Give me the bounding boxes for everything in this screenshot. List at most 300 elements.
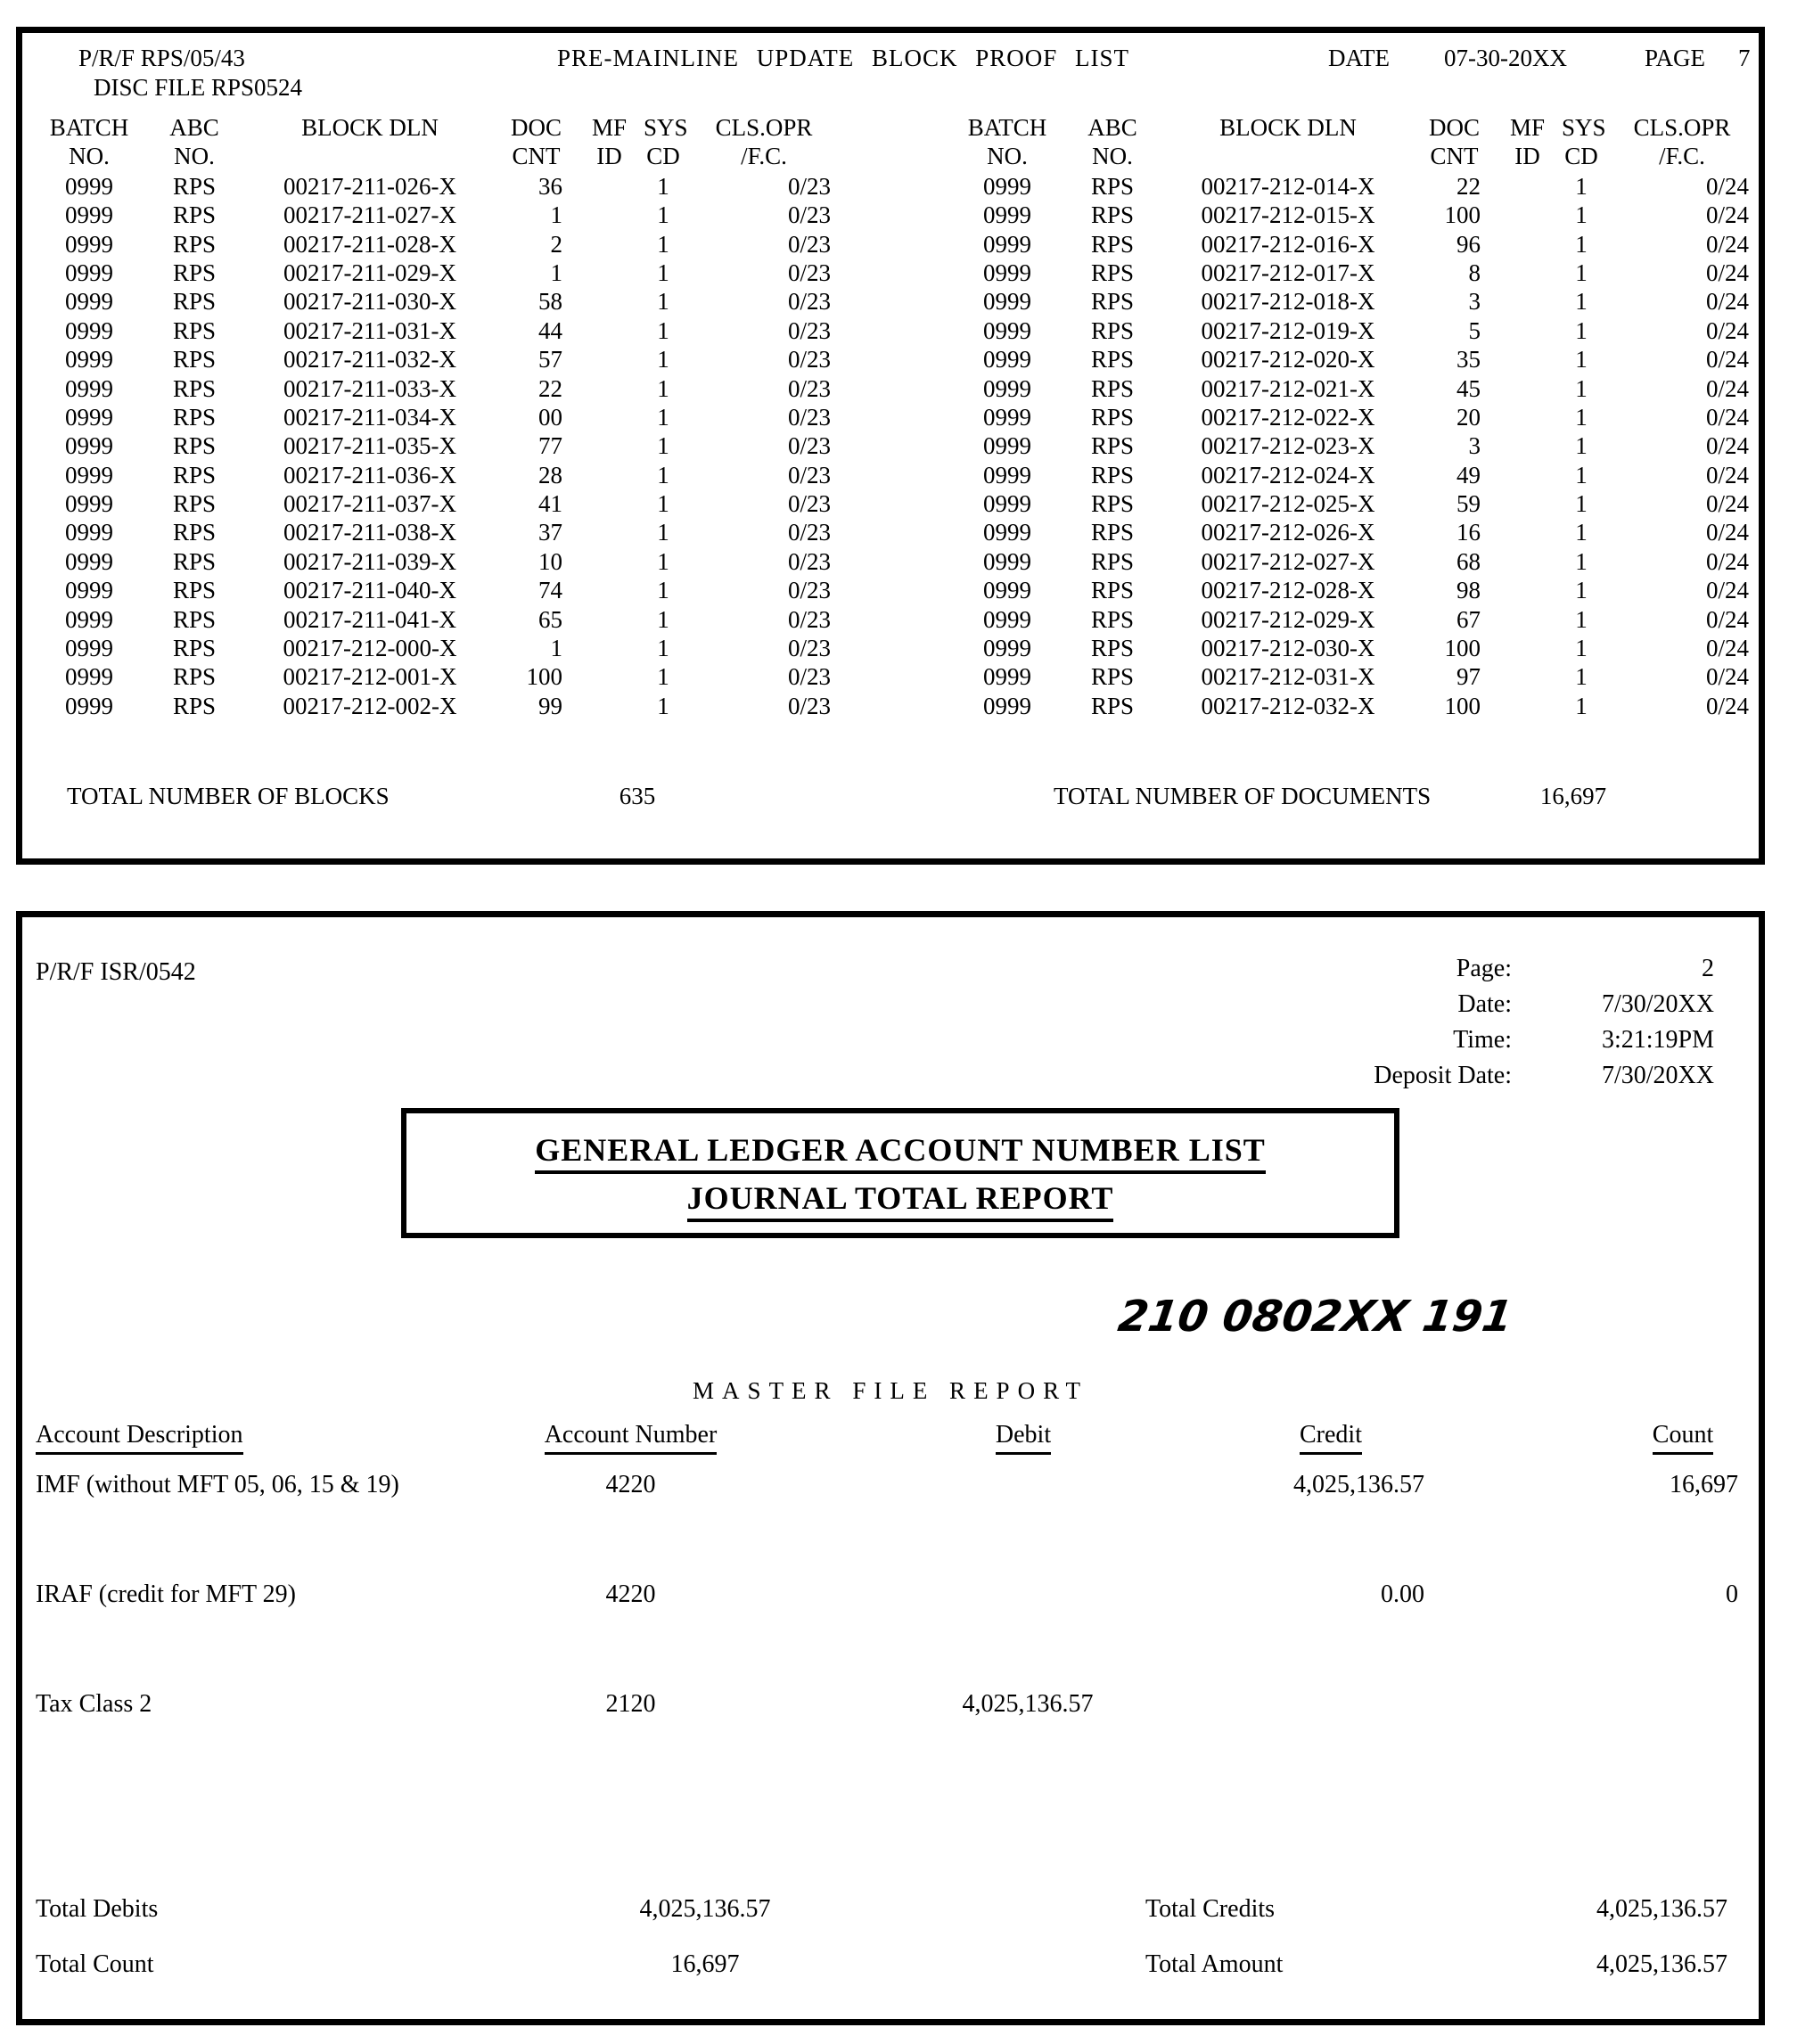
- page-value: 7: [1738, 45, 1751, 71]
- total-credits-value: 4,025,136.57: [1596, 1895, 1727, 1923]
- table-cell: RPS: [172, 201, 217, 229]
- table-cell: 00217-212-028-X: [1201, 577, 1375, 604]
- table-cell: 1: [1575, 605, 1588, 633]
- time-value: 3:21:19PM: [1601, 1026, 1714, 1054]
- table-cell: RPS: [172, 490, 217, 518]
- table-cell: 0/23: [787, 346, 831, 374]
- table-cell: [1493, 431, 1562, 460]
- table-cell: 0999: [983, 519, 1031, 546]
- table-cell: 00217-212-029-X: [1201, 605, 1375, 633]
- total-documents-value: 16,697: [1539, 783, 1607, 809]
- table-cell: 0999: [65, 230, 113, 258]
- table-cell: 8: [1468, 259, 1481, 286]
- table-cell: 0/23: [787, 432, 831, 460]
- table-cell: 0999: [65, 201, 113, 229]
- table-cell: 00217-211-033-X: [283, 374, 456, 402]
- table-cell: 00217-211-036-X: [283, 461, 456, 488]
- table-cell: 0999: [65, 259, 113, 286]
- table-cell: 1: [550, 635, 562, 662]
- table-cell: 28: [538, 461, 562, 488]
- table-cell: 1: [657, 490, 669, 518]
- date-label: DATE: [1328, 45, 1390, 71]
- disc-file: DISC FILE RPS0524: [94, 74, 303, 101]
- table-cell: RPS: [1090, 230, 1135, 258]
- table-cell: 22: [538, 374, 562, 402]
- table-cell: 0/23: [787, 201, 831, 229]
- table-cell: 0/24: [1705, 577, 1749, 604]
- table-cell: 96: [1456, 230, 1481, 258]
- table-cell: 0/23: [787, 577, 831, 604]
- table-cell: [575, 259, 644, 287]
- table-cell: 0/23: [787, 316, 831, 344]
- col-header-debit: Debit: [961, 1421, 1086, 1455]
- table-cell: 0999: [65, 577, 113, 604]
- block-proof-table-right: [950, 114, 1763, 720]
- table-cell: 1: [657, 230, 669, 258]
- table-cell: 1: [1575, 432, 1588, 460]
- page-label: Page:: [1456, 955, 1512, 982]
- table-cell: [575, 489, 644, 518]
- table-cell: 0999: [983, 490, 1031, 518]
- table-cell: RPS: [1090, 692, 1135, 719]
- column-header: NO.: [1092, 143, 1133, 170]
- table-cell: RPS: [172, 172, 217, 200]
- page-label: PAGE: [1645, 45, 1706, 71]
- table-cell: 00217-211-027-X: [283, 201, 456, 229]
- table-cell: [1493, 662, 1562, 691]
- table-cell: 1: [657, 316, 669, 344]
- table-cell: [575, 605, 644, 634]
- table-cell: 0999: [983, 403, 1031, 431]
- section-title: MASTER FILE REPORT: [693, 1377, 1088, 1404]
- table-cell: 00217-212-021-X: [1201, 374, 1375, 402]
- table-cell: 00217-212-015-X: [1201, 201, 1375, 229]
- table-cell: [1493, 605, 1562, 634]
- column-header: NO.: [174, 143, 215, 170]
- table-cell: [575, 374, 644, 403]
- table-cell: 0999: [983, 692, 1031, 719]
- table-cell: 0999: [65, 663, 113, 691]
- table-cell: RPS: [172, 605, 217, 633]
- table-cell: 0999: [983, 201, 1031, 229]
- journal-total-report: [16, 911, 1765, 2025]
- table-cell: 0/24: [1705, 519, 1749, 546]
- table-cell: RPS: [1090, 288, 1135, 316]
- column-header: DOC: [1428, 114, 1480, 141]
- report-id: P/R/F ISR/0542: [36, 958, 196, 986]
- table-cell: 00217-211-040-X: [283, 577, 456, 604]
- table-cell: 0/24: [1705, 663, 1749, 691]
- table-cell: 0/24: [1705, 403, 1749, 431]
- table-cell: RPS: [172, 547, 217, 575]
- table-cell: [575, 287, 644, 316]
- table-cell: [575, 692, 644, 720]
- table-cell: 00217-211-031-X: [283, 316, 456, 344]
- column-header: ID: [596, 143, 622, 170]
- table-cell: [1493, 461, 1562, 489]
- deposit-date-label: Deposit Date:: [1374, 1062, 1512, 1089]
- table-cell: 0/23: [787, 374, 831, 402]
- table-cell: 00217-211-038-X: [283, 519, 456, 546]
- table-cell: 0999: [65, 519, 113, 546]
- table-cell: 3: [1468, 432, 1481, 460]
- table-cell: 00217-212-017-X: [1201, 259, 1375, 286]
- column-header: [242, 143, 497, 174]
- column-header: SYS: [1562, 114, 1606, 141]
- table-cell: 0/23: [787, 663, 831, 691]
- table-cell: 22: [1456, 172, 1481, 200]
- column-header: BLOCK DLN: [1219, 114, 1357, 141]
- table-cell: 0/23: [787, 490, 831, 518]
- table-cell: 0/24: [1705, 635, 1749, 662]
- table-cell: [1493, 259, 1562, 287]
- table-cell: 00217-212-018-X: [1201, 288, 1375, 316]
- table-cell: 0999: [65, 635, 113, 662]
- table-cell: 1: [1575, 259, 1588, 286]
- table-cell: [575, 201, 644, 229]
- total-credits-label: Total Credits: [1145, 1895, 1276, 1923]
- table-cell: 1: [657, 172, 669, 200]
- table-cell: [1493, 230, 1562, 259]
- table-cell: 0999: [983, 432, 1031, 460]
- table-cell: 74: [538, 577, 562, 604]
- table-cell: RPS: [172, 374, 217, 402]
- table-cell: 59: [1456, 490, 1481, 518]
- table-cell: 1: [657, 374, 669, 402]
- col-header-credit: Credit: [1268, 1421, 1393, 1455]
- column-header: CD: [1564, 143, 1598, 170]
- table-cell: 0999: [65, 172, 113, 200]
- column-header: /F.C.: [1659, 143, 1705, 170]
- table-cell: RPS: [172, 663, 217, 691]
- table-cell: 1: [1575, 316, 1588, 344]
- column-header: MF: [1509, 114, 1546, 141]
- table-cell: 00217-211-032-X: [283, 346, 456, 374]
- table-cell: [1493, 547, 1562, 576]
- table-cell: 49: [1456, 461, 1481, 488]
- table-cell: 00217-212-020-X: [1201, 346, 1375, 374]
- table-cell: 1: [1575, 201, 1588, 229]
- credit-value: 4,025,136.57: [1293, 1471, 1424, 1498]
- date-value: 07-30-20XX: [1444, 45, 1567, 71]
- table-cell: RPS: [172, 461, 217, 488]
- table-cell: 1: [1575, 403, 1588, 431]
- table-cell: 00217-212-024-X: [1201, 461, 1375, 488]
- table-cell: 0999: [65, 547, 113, 575]
- table-cell: 0999: [65, 374, 113, 402]
- table-cell: 0/24: [1705, 490, 1749, 518]
- table-cell: [575, 403, 644, 431]
- table-cell: [575, 230, 644, 259]
- table-cell: 1: [1575, 230, 1588, 258]
- table-cell: 00217-211-030-X: [283, 288, 456, 316]
- table-cell: [1493, 576, 1562, 604]
- table-cell: 65: [538, 605, 562, 633]
- report-title-line1: GENERAL LEDGER ACCOUNT NUMBER LIST: [535, 1131, 1266, 1174]
- block-proof-list-report: [16, 27, 1765, 865]
- table-cell: RPS: [1090, 259, 1135, 286]
- column-header: [1161, 143, 1415, 174]
- table-cell: 57: [538, 346, 562, 374]
- table-cell: 0/23: [787, 288, 831, 316]
- table-cell: RPS: [1090, 490, 1135, 518]
- table-cell: 1: [1575, 547, 1588, 575]
- block-proof-table-left: [32, 114, 845, 720]
- table-cell: RPS: [1090, 374, 1135, 402]
- table-cell: RPS: [1090, 519, 1135, 546]
- table-cell: 0999: [983, 288, 1031, 316]
- table-cell: [1493, 287, 1562, 316]
- table-cell: 0/23: [787, 547, 831, 575]
- table-cell: 97: [1456, 663, 1481, 691]
- table-cell: 1: [1575, 346, 1588, 374]
- account-number: 4220: [605, 1471, 656, 1498]
- table-cell: 0999: [983, 316, 1031, 344]
- table-cell: 00217-211-035-X: [283, 432, 456, 460]
- table-cell: 1: [1575, 577, 1588, 604]
- table-cell: 0999: [65, 316, 113, 344]
- time-label: Time:: [1453, 1026, 1512, 1054]
- table-cell: [575, 576, 644, 604]
- table-cell: [1493, 345, 1562, 374]
- table-cell: 00217-211-037-X: [283, 490, 456, 518]
- table-cell: 44: [538, 316, 562, 344]
- table-cell: 1: [657, 663, 669, 691]
- table-cell: [1493, 489, 1562, 518]
- table-cell: RPS: [172, 316, 217, 344]
- table-cell: 00217-212-002-X: [283, 692, 457, 719]
- account-description: IMF (without MFT 05, 06, 15 & 19): [36, 1471, 399, 1498]
- table-cell: 00217-212-001-X: [283, 663, 457, 691]
- total-amount-value: 4,025,136.57: [1596, 1950, 1727, 1978]
- table-cell: RPS: [172, 346, 217, 374]
- table-cell: 1: [657, 692, 669, 719]
- column-header: CNT: [512, 143, 561, 170]
- table-cell: 0999: [983, 172, 1031, 200]
- table-cell: 0/23: [787, 230, 831, 258]
- column-header: ID: [1514, 143, 1540, 170]
- table-cell: 0/24: [1705, 374, 1749, 402]
- col-header-account-number: Account Number: [504, 1421, 758, 1455]
- table-cell: 2: [550, 230, 562, 258]
- table-cell: RPS: [1090, 346, 1135, 374]
- table-cell: 67: [1456, 605, 1481, 633]
- table-cell: 1: [1575, 663, 1588, 691]
- table-cell: 37: [538, 519, 562, 546]
- table-cell: 0999: [65, 288, 113, 316]
- report-title-line2: JOURNAL TOTAL REPORT: [687, 1179, 1114, 1222]
- table-cell: 77: [538, 432, 562, 460]
- table-cell: 100: [526, 663, 562, 691]
- table-cell: [575, 345, 644, 374]
- table-cell: 3: [1468, 288, 1481, 316]
- table-cell: 1: [1575, 288, 1588, 316]
- table-cell: 0999: [65, 461, 113, 488]
- column-header: ABC: [1087, 114, 1137, 141]
- column-header: ABC: [169, 114, 219, 141]
- table-cell: RPS: [172, 432, 217, 460]
- account-description: Tax Class 2: [36, 1690, 152, 1718]
- table-cell: 41: [538, 490, 562, 518]
- total-debits-value: 4,025,136.57: [639, 1895, 771, 1923]
- table-cell: 0999: [65, 605, 113, 633]
- table-cell: [575, 547, 644, 576]
- table-cell: RPS: [172, 577, 217, 604]
- table-cell: 100: [1444, 201, 1481, 229]
- table-cell: 00217-212-019-X: [1201, 316, 1375, 344]
- table-cell: 00217-211-028-X: [283, 230, 456, 258]
- table-cell: [575, 518, 644, 546]
- table-cell: 0/23: [787, 605, 831, 633]
- table-cell: 1: [657, 519, 669, 546]
- table-cell: RPS: [172, 692, 217, 719]
- column-header: CNT: [1430, 143, 1479, 170]
- table-cell: RPS: [172, 230, 217, 258]
- table-cell: 0/23: [787, 259, 831, 286]
- table-cell: RPS: [1090, 172, 1135, 200]
- table-cell: [1493, 201, 1562, 229]
- table-cell: 00217-212-000-X: [283, 635, 457, 662]
- table-cell: 0/23: [787, 635, 831, 662]
- account-number: 2120: [605, 1690, 656, 1718]
- table-cell: 0/23: [787, 692, 831, 719]
- count-value: 0: [1726, 1580, 1738, 1608]
- table-cell: 0999: [983, 663, 1031, 691]
- table-cell: 00217-212-025-X: [1201, 490, 1375, 518]
- table-cell: 0999: [983, 635, 1031, 662]
- date-label: Date:: [1457, 990, 1512, 1018]
- table-cell: [1493, 374, 1562, 403]
- total-debits-label: Total Debits: [36, 1895, 159, 1923]
- table-cell: 0999: [983, 577, 1031, 604]
- table-cell: 00217-212-016-X: [1201, 230, 1375, 258]
- table-cell: 35: [1456, 346, 1481, 374]
- debit-value: 4,025,136.57: [962, 1690, 1094, 1718]
- table-cell: 1: [657, 635, 669, 662]
- table-cell: RPS: [172, 259, 217, 286]
- table-cell: [1493, 518, 1562, 546]
- table-cell: 1: [657, 605, 669, 633]
- table-cell: 1: [657, 346, 669, 374]
- table-cell: RPS: [172, 635, 217, 662]
- report-meta: [1092, 951, 1714, 1094]
- table-cell: 20: [1456, 403, 1481, 431]
- account-number: 4220: [605, 1580, 656, 1608]
- table-cell: 68: [1456, 547, 1481, 575]
- total-count-label: Total Count: [36, 1950, 154, 1978]
- table-cell: [1493, 316, 1562, 345]
- table-cell: RPS: [1090, 403, 1135, 431]
- table-cell: 0/24: [1705, 201, 1749, 229]
- deposit-date-value: 7/30/20XX: [1602, 1062, 1714, 1089]
- table-cell: 1: [550, 201, 562, 229]
- table-cell: 0999: [65, 403, 113, 431]
- column-header: DOC: [510, 114, 562, 141]
- table-cell: 1: [550, 259, 562, 286]
- table-cell: 0/24: [1705, 547, 1749, 575]
- column-header: BLOCK DLN: [301, 114, 439, 141]
- table-cell: 00217-212-026-X: [1201, 519, 1375, 546]
- table-cell: 1: [657, 577, 669, 604]
- table-cell: 1: [1575, 692, 1588, 719]
- table-cell: [1493, 692, 1562, 720]
- table-cell: [1493, 403, 1562, 431]
- col-header-count: Count: [1621, 1421, 1745, 1455]
- table-cell: 1: [1575, 635, 1588, 662]
- col-header-account-description: Account Description: [36, 1421, 243, 1455]
- table-cell: 00217-211-041-X: [283, 605, 456, 633]
- table-cell: RPS: [1090, 316, 1135, 344]
- column-header: NO.: [987, 143, 1028, 170]
- table-cell: 1: [1575, 519, 1588, 546]
- column-header: MF: [591, 114, 628, 141]
- table-cell: 0999: [65, 432, 113, 460]
- table-cell: 00217-211-039-X: [283, 547, 456, 575]
- column-header: CD: [646, 143, 680, 170]
- table-cell: 00217-212-032-X: [1201, 692, 1375, 719]
- table-cell: 0/24: [1705, 692, 1749, 719]
- table-cell: 1: [1575, 374, 1588, 402]
- table-cell: 00217-212-027-X: [1201, 547, 1375, 575]
- table-cell: RPS: [1090, 635, 1135, 662]
- table-cell: 1: [657, 403, 669, 431]
- total-amount-label: Total Amount: [1145, 1950, 1284, 1978]
- table-cell: [575, 634, 644, 662]
- column-header: SYS: [644, 114, 688, 141]
- table-cell: [575, 662, 644, 691]
- table-cell: 0/23: [787, 403, 831, 431]
- table-cell: 00217-211-029-X: [283, 259, 456, 286]
- table-cell: 1: [1575, 461, 1588, 488]
- table-cell: 100: [1444, 692, 1481, 719]
- table-cell: 0/23: [787, 519, 831, 546]
- table-cell: 0/24: [1705, 432, 1749, 460]
- table-cell: 0/24: [1705, 172, 1749, 200]
- table-cell: RPS: [1090, 461, 1135, 488]
- table-cell: [575, 316, 644, 345]
- table-cell: 0999: [983, 259, 1031, 286]
- table-cell: [1493, 172, 1562, 201]
- table-cell: 00217-212-023-X: [1201, 432, 1375, 460]
- table-cell: 100: [1444, 635, 1481, 662]
- table-cell: 1: [657, 547, 669, 575]
- table-cell: 0/24: [1705, 605, 1749, 633]
- table-cell: 58: [538, 288, 562, 316]
- table-cell: 45: [1456, 374, 1481, 402]
- table-cell: RPS: [1090, 577, 1135, 604]
- date-value: 7/30/20XX: [1602, 990, 1714, 1018]
- total-blocks-label: TOTAL NUMBER OF BLOCKS: [67, 783, 390, 809]
- column-header: /F.C.: [741, 143, 787, 170]
- table-cell: 99: [538, 692, 562, 719]
- column-header: CLS.OPR: [715, 114, 813, 141]
- table-cell: RPS: [1090, 663, 1135, 691]
- column-header: BATCH: [967, 114, 1047, 141]
- table-cell: RPS: [1090, 547, 1135, 575]
- table-cell: 1: [657, 288, 669, 316]
- table-cell: 0/24: [1705, 259, 1749, 286]
- table-cell: 0999: [983, 230, 1031, 258]
- table-cell: 00217-212-022-X: [1201, 403, 1375, 431]
- table-cell: 00217-211-026-X: [283, 172, 456, 200]
- table-cell: 1: [1575, 172, 1588, 200]
- table-cell: 0999: [983, 605, 1031, 633]
- table-cell: RPS: [1090, 432, 1135, 460]
- table-cell: RPS: [172, 519, 217, 546]
- report-title: PRE-MAINLINE UPDATE BLOCK PROOF LIST: [557, 45, 1130, 71]
- table-cell: RPS: [172, 288, 217, 316]
- table-cell: 1: [657, 259, 669, 286]
